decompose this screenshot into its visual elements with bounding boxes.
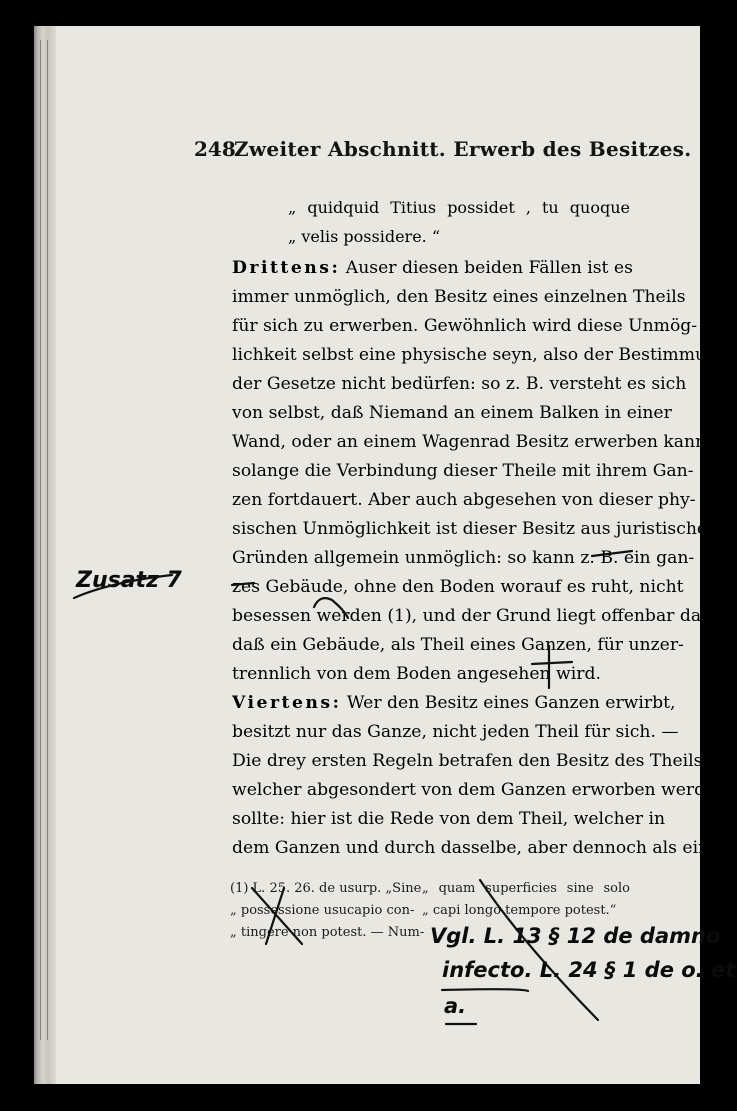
footnote-cross-right	[480, 880, 598, 1020]
paragraph-lead: Drittens:	[232, 258, 341, 278]
body-line: trennlich von dem Boden angesehen wird.	[232, 664, 601, 684]
footnote-ref-mark	[314, 598, 348, 618]
handwritten-note-line: infecto. L. 24 § 1 de o. et	[442, 958, 736, 982]
strikethrough-gan	[592, 551, 632, 556]
body-line: solange die Verbindung dieser Theile mit ihrem Gan-	[232, 461, 694, 481]
paragraph-first-rest: Auser diesen beiden Fällen ist es	[345, 258, 633, 278]
body-line: Die drey ersten Regeln betrafen den Besitz des Theils,	[232, 751, 708, 771]
quote-line: „ quidquid Titius possidet , tu quoque	[288, 198, 630, 217]
body-line: immer unmöglich, den Besitz eines einzelnen Theils	[232, 287, 686, 307]
footnote-line: (1) L. 25. 26. de usurp. „Sine	[230, 881, 422, 896]
body-line: welcher abgesondert von dem Ganzen erworben werden	[232, 780, 727, 800]
body-line: zes Gebäude, ohne den Boden worauf es ruht, nicht	[232, 577, 684, 597]
footnote-cross-left	[252, 888, 302, 944]
footnote-line: „ tingere non potest. — Num-	[230, 925, 425, 940]
body-line: besitzt nur das Ganze, nicht jeden Theil für sich. —	[232, 722, 679, 742]
page-number: 248	[194, 137, 236, 161]
body-line: zen fortdauert. Aber auch abgesehen von dieser phy-	[232, 490, 696, 510]
footnote-line: „ possessione usucapio con-	[230, 903, 415, 918]
body-line: für sich zu erwerben. Gewöhnlich wird diese Unmög-	[232, 316, 698, 336]
margin-note: Zusatz 7	[76, 568, 182, 593]
body-line: dem Ganzen und durch dasselbe, aber dennoch als eine	[232, 838, 720, 858]
body-line: Gründen allgemein unmöglich: so kann z. B. ein gan-	[232, 548, 695, 568]
running-head-title: Zweiter Abschnitt. Erwerb des Besitzes.	[234, 137, 692, 161]
body-line: Wand, oder an einem Wagenrad Besitz erwerben kann,	[232, 432, 712, 452]
body-line: sollte: hier ist die Rede von dem Theil, welcher in	[232, 809, 666, 829]
body-line: lichkeit selbst eine physische seyn, also der Bestimmung	[232, 345, 729, 365]
strikethrough-zes	[232, 583, 254, 585]
paragraph-first-rest: Wer den Besitz eines Ganzen erwirbt,	[346, 693, 676, 713]
paragraph-lead: Viertens:	[232, 693, 342, 713]
footnote-line: „ capi longo tempore potest.“	[422, 903, 617, 918]
body-line: der Gesetze nicht bedürfen: so z. B. versteht es sich	[232, 374, 687, 394]
insertion-cross	[532, 646, 572, 688]
body-line: sischen Unmöglichkeit ist dieser Besitz aus juristischen	[232, 519, 719, 539]
body-line: von selbst, daß Niemand an einem Balken in einer	[232, 403, 672, 423]
margin-note-strike	[74, 575, 172, 598]
body-line: besessen werden (1), und der Grund liegt offenbar darin,	[232, 606, 732, 626]
quote-line: „ velis possidere. “	[288, 227, 441, 246]
footnote-line: „ quam superficies sine solo	[422, 881, 630, 896]
handwritten-note-line: a.	[444, 994, 467, 1018]
handwritten-note-line: Vgl. L. 13 § 12 de damno	[430, 924, 721, 948]
body-line: daß ein Gebäude, als Theil eines Ganzen, für unzer-	[232, 635, 684, 655]
bottom-note-underline	[442, 989, 528, 991]
